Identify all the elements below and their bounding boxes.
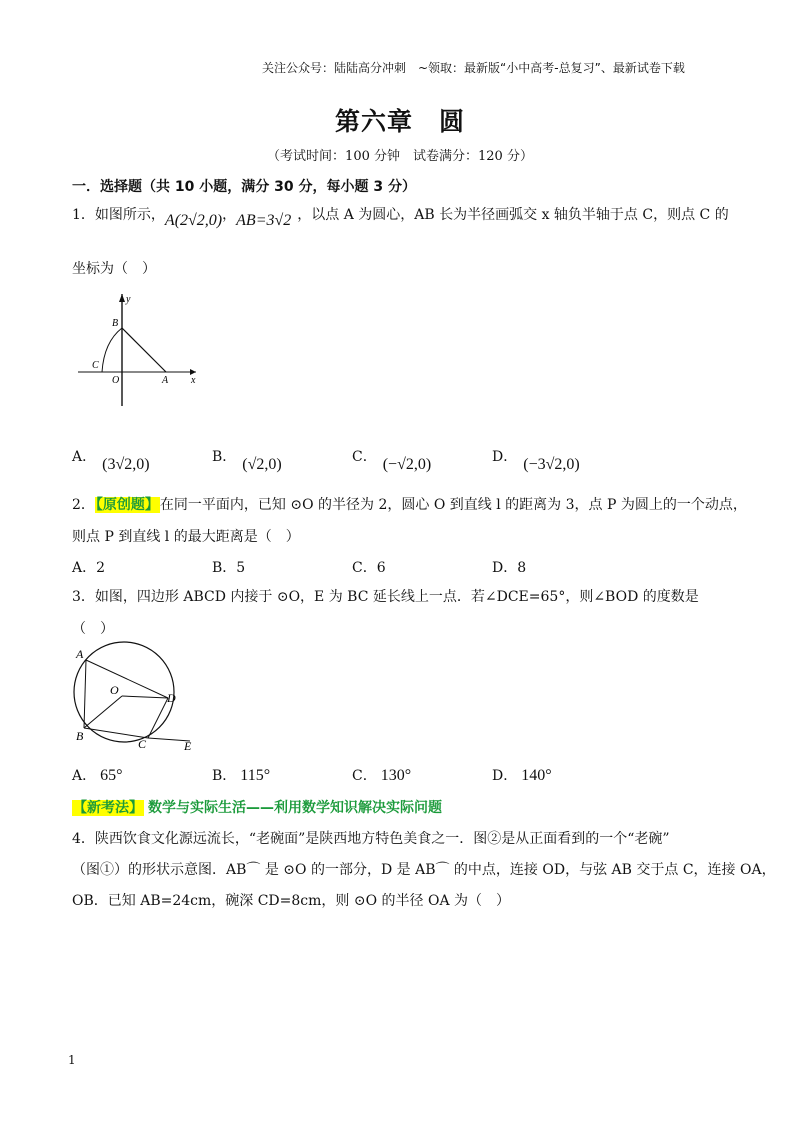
new-exam-method-tag: 【新考法】 [73,800,143,816]
q1-option-c[interactable] [352,446,432,473]
section-heading: 一．选择题（共 10 小题，满分 30 分，每小题 3 分） [72,179,416,195]
q2-option-a-value: 2 [96,560,106,576]
q1-length-ab: AB=3√2 [236,212,292,229]
q1-option-c-letter: C． [352,449,377,465]
q3-label-a: A [76,647,84,661]
q1-segment-ab [122,328,166,372]
q1-arc [102,328,122,372]
q3-label-d: D [167,691,176,705]
q2-option-a[interactable] [72,557,105,577]
question-2-line-2: 则点 P 到直线 l 的最大距离是（ ） [72,529,300,545]
chapter-title: 第六章 圆 [334,107,465,136]
new-exam-method-text: 数学与实际生活——利用数学知识解决实际问题 [148,800,442,816]
q2-option-a-letter: A． [72,560,97,576]
q3-option-d-letter: D． [492,768,518,784]
q1-option-b-letter: B． [212,449,237,465]
q3-radius-ob [84,696,122,728]
new-exam-method-heading [72,797,442,817]
q3-option-b[interactable] [212,765,270,785]
q1-label-y: y [126,294,131,305]
question-4-line-1: 4．陕西饮食文化源远流长，“老碗面”是陕西地方特色美食之一．图②是从正面看到的一个“老碗” [72,831,670,847]
q1-label-b: B [112,318,119,329]
q2-option-c[interactable] [352,557,386,577]
question-3-line-2: （ ） [72,621,114,637]
q2-option-d-letter: D． [492,560,518,576]
question-3-line-1: 3．如图，四边形 ABCD 内接于 ⊙O，E 为 BC 延长线上一点．若∠DCE=65°，则∠BOD 的度数是 [72,589,699,605]
q3-label-e: E [184,739,192,752]
q3-option-b-letter: B． [212,768,237,784]
q3-side-cd [148,698,168,738]
original-question-tag: 【原创题】 [95,497,159,513]
q3-radius-od [122,696,168,698]
q1-option-d[interactable] [492,446,580,473]
q1-option-b-value: (√2,0) [242,456,282,473]
q1-option-d-letter: D． [492,449,518,465]
q1-prefix: 1．如图所示， [72,207,165,223]
q2-option-c-value: 6 [376,560,386,576]
q1-label-x: x [191,375,196,386]
q2-option-b-value: 5 [236,560,246,576]
q1-figure [74,290,204,410]
q3-label-o: O [110,683,119,697]
q2-option-b[interactable] [212,557,245,577]
question-2-line-1 [72,494,747,514]
q1-label-c: C [92,360,99,371]
q1-rest: ，以点 A 为圆心，AB 长为半径画弧交 x 轴负半轴于点 C，则点 C 的 [297,207,729,223]
q1-option-d-value: (−3√2,0) [523,456,580,473]
q3-option-a[interactable] [72,765,123,785]
q1-point-a: A(2√2,0) [164,212,223,229]
question-1-line-2: 坐标为（ ） [72,261,156,277]
q3-side-ad [86,660,168,698]
header-note: 关注公众号：陆陆高分冲刺 ~领取：最新版“小中高考-总复习”、最新试卷下载 [262,61,685,75]
q2-option-d-value: 8 [517,560,527,576]
q3-option-c-letter: C． [352,768,377,784]
q1-label-o: O [112,375,120,386]
q2-text-1: 在同一平面内，已知 ⊙O 的半径为 2，圆心 O 到直线 l 的距离为 3，点 P 为圆上的一个动点， [159,497,747,513]
q1-comma: ， [222,207,237,223]
q1-option-c-value: (−√2,0) [382,456,432,473]
q2-option-d[interactable] [492,557,526,577]
question-4-line-3: OB．已知 AB=24cm，碗深 CD=8cm，则 ⊙O 的半径 OA 为（ ） [72,893,511,909]
q3-figure [66,640,206,752]
q2-option-c-letter: C． [352,560,377,576]
q3-option-a-letter: A． [72,768,97,784]
q1-label-a: A [162,375,169,386]
q1-option-a[interactable] [72,446,150,473]
q3-option-a-value: 65° [100,767,123,784]
q1-option-a-letter: A． [72,449,97,465]
q3-option-d[interactable] [492,765,552,785]
q1-option-a-value: (3√2,0) [102,456,150,473]
q1-option-b[interactable] [212,446,282,473]
q1-y-arrow [119,294,125,302]
q3-option-b-value: 115° [240,767,271,784]
q3-option-d-value: 140° [521,767,552,784]
q2-option-b-letter: B． [212,560,237,576]
exam-info: （考试时间：100 分钟 试卷满分：120 分） [267,149,533,164]
q3-label-c: C [138,737,147,751]
q3-side-ab [84,660,86,728]
q3-label-b: B [76,729,84,743]
question-1-line-1 [72,204,729,229]
q3-circle [74,642,174,742]
question-4-line-2: （图①）的形状示意图．AB⌒ 是 ⊙O 的一部分，D 是 AB⌒ 的中点，连接 OD，与弦 AB 交于点 C，连接 OA， [72,862,776,878]
q3-option-c-value: 130° [380,767,412,784]
q2-number: 2． [72,497,95,513]
q3-option-c[interactable] [352,765,411,785]
page-number: 1 [68,1053,76,1067]
